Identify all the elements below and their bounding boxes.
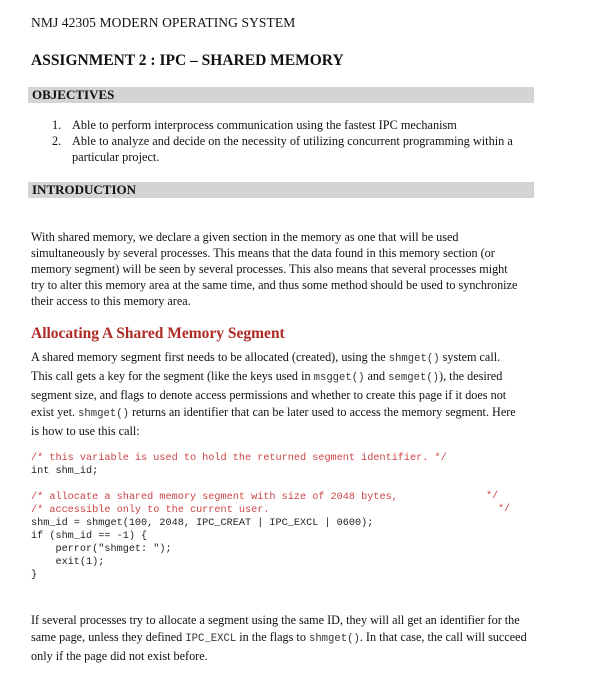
text-run: system call. This call gets a key for the segment (like the keys used in [31, 350, 501, 383]
list-item-text: Able to analyze and decide on the necessity of utilizing concurrent programming within a particular project. [72, 134, 513, 164]
text-run: If several processes try to allocate a segment using the same ID, they will all get an identifier for the same page, unless they defined [31, 613, 520, 644]
code-comment: /* this variable is used to hold the returned segment identifier. */ [31, 453, 447, 464]
code-line: if (shm_id == -1) { [31, 531, 148, 542]
inline-code: semget() [388, 372, 440, 384]
code-comment: /* allocate a shared memory segment with size of 2048 bytes, [31, 492, 398, 503]
code-line: int shm_id; [31, 466, 99, 477]
assignment-title: ASSIGNMENT 2 : IPC – SHARED MEMORY [31, 52, 344, 69]
objectives-heading: OBJECTIVES [28, 87, 534, 103]
inline-code: IPC_EXCL [185, 633, 237, 645]
introduction-heading: INTRODUCTION [28, 182, 534, 198]
code-line: shm_id = shmget(100, 2048, IPC_CREAT | IPC_EXCL | 0600); [31, 518, 374, 529]
section-heading: Allocating A Shared Memory Segment [31, 325, 285, 342]
comment-close: */ [486, 491, 499, 502]
text-run: ), the desired segment size, and flags to denote access permissions and whether to create this page if it does not exist yet. [31, 369, 507, 419]
text-run: returns an identifier that can be later used to access the memory segment. Here is how to use this call: [31, 405, 516, 438]
inline-code: shmget() [78, 408, 129, 420]
text-run: A shared memory segment first needs to be allocated (created), using the [31, 350, 389, 364]
list-item-number: 2. [52, 134, 62, 148]
allocating-paragraph [31, 349, 521, 440]
list-item-number: 1. [52, 118, 62, 132]
list-item-text: Able to perform interprocess communication using the fastest IPC mechanism [72, 118, 457, 132]
code-block-declaration [31, 452, 447, 478]
code-line: exit(1); [31, 557, 105, 568]
inline-code: shmget() [308, 633, 360, 645]
course-title: NMJ 42305 MODERN OPERATING SYSTEM [31, 15, 296, 30]
text-run: . In that case, the call will succeed only if the page did not exist before. [31, 630, 527, 663]
inline-code: msgget() [313, 372, 365, 384]
inline-code: shmget() [388, 353, 440, 365]
code-block-allocation [31, 491, 398, 582]
code-line: perror("shmget: "); [31, 544, 172, 555]
final-paragraph [31, 612, 527, 665]
introduction-paragraph: With shared memory, we declare a given section in the memory as one that will be used simultaneously by several processes. This means that the data found in this memory section (or memory segment) will be seen by several processes. This also means that several processes might try to alter this memory area at the same time, and thus some method should be used to synchronize their access to this memory area. [31, 230, 518, 308]
text-run: and [364, 369, 389, 383]
code-line: } [31, 570, 38, 581]
code-comment: /* accessible only to the current user. [31, 505, 270, 516]
objectives-list [52, 117, 532, 165]
text-run: in the flags to [236, 630, 309, 644]
list-item [52, 133, 532, 165]
comment-close: */ [498, 504, 511, 515]
list-item [52, 117, 532, 133]
